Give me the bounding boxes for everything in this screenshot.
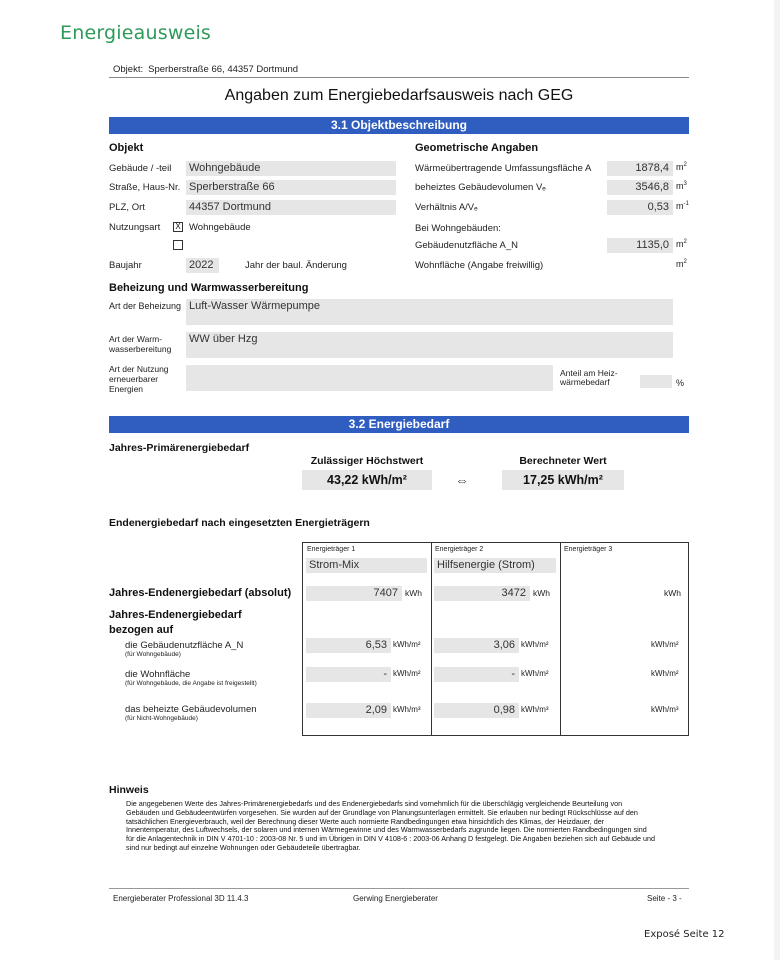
carrier2-nutzflaeche-field[interactable]: 3,06	[434, 638, 519, 653]
footer-company: Gerwing Energieberater	[353, 894, 438, 903]
erneuerbar-field[interactable]	[186, 365, 553, 391]
geo-unit-verhaeltnis: $m^{-1}$	[676, 201, 689, 211]
carrier3-header: Energieträger 3	[564, 546, 613, 553]
carrier1-volumen-field[interactable]: 2,09	[306, 703, 391, 718]
plz-label: PLZ, Ort	[109, 202, 145, 213]
strasse-field[interactable]: Sperberstraße 66	[186, 180, 396, 195]
hinweis-text: Die angegebenen Werte des Jahres-Primärenergiebedarfs und des Endenergiebedarfs sind vornehmlich für die überschlägig vergleichende Beurteilung von Gebäuden und Gebäudeentwürfen vorgesehen. Sie wurden auf der Grundlage von Planungsunterlagen ermittelt. Sie erlauben nur bedingt Rückschlüsse auf den tatsächlichen Energieverbrauch, weil der Berechnung dieser Werte auch normierte Randbedingungen etwa hinsichtlich des Klimas, der Heizdauer, der Innentemperatur, des Luftwechsels, der solaren und internen Wärmegewinne und des Warmwasserbedarfs zugrunde liegen. Die normierten Randbedingungen sind für die Anlagentechnik in DIN V 4701-10 : 2003-08 Nr. 5 und im Übrigen in DIN V 4108-6 : 2003-06 Anhang D festgelegt. Die Angaben beziehen sich auf Gebäude und sind nur bedingt auf einzelne Wohnungen oder Gebäudeteile übertragbar.	[126, 799, 656, 852]
object-label: Objekt:	[113, 64, 144, 75]
compare-arrow-icon: ⇔	[455, 472, 469, 488]
object-value: Sperberstraße 66, 44357 Dortmund	[148, 64, 299, 75]
row-nutzflaeche-sub: (für Wohngebäude)	[125, 651, 181, 658]
geo-field-volumen[interactable]: 3546,8	[607, 180, 673, 195]
carrier2-absolut-unit: kWh	[533, 588, 550, 598]
row-wohnflaeche-sub: (für Wohngebäude, die Angabe ist freigestellt)	[125, 680, 257, 687]
column-divider	[431, 543, 432, 735]
anteil-label: Anteil am Heiz- wärmebedarf	[560, 368, 618, 387]
geometrie-heading: Geometrische Angaben	[415, 142, 539, 154]
beheizung-label: Art der Beheizung	[109, 301, 182, 311]
carrier1-nutzflaeche-field[interactable]: 6,53	[306, 638, 391, 653]
energietraeger-table	[302, 542, 689, 736]
geo-label-wohnflaeche: Wohnfläche (Angabe freiwillig)	[415, 260, 544, 271]
row-volumen-sub: (für Nicht-Wohngebäude)	[125, 715, 198, 722]
strasse-label: Straße, Haus-Nr.	[109, 182, 181, 193]
carrier3-wohnflaeche-unit: kWh/m²	[651, 669, 679, 678]
baujahr-field[interactable]: 2022	[186, 258, 219, 273]
nutzungsart-option-label: Wohngebäude	[189, 222, 251, 233]
heizung-heading: Beheizung und Warmwasserbereitung	[109, 282, 309, 294]
brand-title: Energieausweis	[60, 22, 212, 44]
carrier1-wohnflaeche-unit: kWh/m²	[393, 669, 421, 678]
zulaessig-label: Zulässiger Höchstwert	[310, 455, 424, 467]
carrier3-absolut-unit: kWh	[664, 588, 681, 598]
carrier1-name-field[interactable]: Strom-Mix	[306, 558, 427, 573]
anteil-unit: %	[676, 378, 685, 388]
carrier2-nutzflaeche-unit: kWh/m²	[521, 640, 549, 649]
geo-label-verhaeltnis: Verhältnis A/Vₑ	[415, 202, 478, 213]
carrier1-header: Energieträger 1	[307, 546, 356, 553]
geo-label-nutzflaeche: Gebäudenutzfläche A_N	[415, 240, 518, 251]
bezogen-label: Jahres-Endenergiebedarf bezogen auf	[109, 609, 242, 636]
berechnet-value: 17,25 kWh/m²	[502, 470, 624, 490]
footer-rule	[109, 888, 689, 889]
objekt-heading: Objekt	[109, 142, 144, 154]
geo-unit-volumen: $m^3$	[676, 181, 687, 191]
absolut-label: Jahres-Endenergiebedarf (absolut)	[109, 587, 292, 599]
carrier2-volumen-unit: kWh/m³	[521, 705, 549, 714]
carrier2-header: Energieträger 2	[435, 546, 484, 553]
carrier1-wohnflaeche-field[interactable]: -	[306, 667, 391, 682]
plz-field[interactable]: 44357 Dortmund	[186, 200, 396, 215]
carrier2-wohnflaeche-field[interactable]: -	[434, 667, 519, 682]
endenergie-heading: Endenergiebedarf nach eingesetzten Energieträgern	[109, 517, 370, 529]
row-wohnflaeche-label: die Wohnfläche	[125, 669, 191, 680]
hinweis-heading: Hinweis	[109, 784, 149, 796]
row-nutzflaeche-label: die Gebäudenutzfläche A_N	[125, 640, 244, 651]
section-bar-energiebedarf: 3.2 Energiebedarf	[109, 416, 689, 433]
carrier1-absolut-unit: kWh	[405, 588, 422, 598]
nutzungsart-label: Nutzungsart	[109, 222, 161, 233]
page-edge	[774, 0, 780, 960]
zulaessig-value: 43,22 kWh/m²	[302, 470, 432, 490]
expose-page-number: Exposé Seite 12	[644, 929, 725, 940]
footer-software: Energieberater Professional 3D 11.4.3	[113, 894, 249, 903]
page-title: Angaben zum Energiebedarfsausweis nach GEG	[224, 87, 574, 104]
beheizung-field[interactable]: Luft-Wasser Wärmepumpe	[186, 299, 673, 325]
erneuerbar-label: Art der Nutzung erneuerbarer Energien	[109, 364, 169, 394]
carrier2-absolut-field[interactable]: 3472	[434, 586, 530, 601]
carrier1-nutzflaeche-unit: kWh/m²	[393, 640, 421, 649]
geo-label-wohngebaeude: Bei Wohngebäuden:	[415, 223, 501, 234]
nutzungsart-checkbox-wohngebaeude[interactable]: X	[173, 222, 183, 232]
geo-unit-nutzflaeche: $m^2$	[676, 239, 687, 249]
carrier3-volumen-unit: kWh/m³	[651, 705, 679, 714]
aenderung-label: Jahr der baul. Änderung	[245, 260, 347, 271]
geo-label-volumen: beheiztes Gebäudevolumen Vₑ	[415, 182, 546, 193]
carrier3-nutzflaeche-unit: kWh/m²	[651, 640, 679, 649]
geo-label-umfassung: Wärmeübertragende Umfassungsfläche A	[415, 163, 592, 174]
anteil-field[interactable]	[640, 375, 672, 388]
gebaeude-label: Gebäude / -teil	[109, 163, 172, 174]
row-volumen-label: das beheizte Gebäudevolumen	[125, 704, 257, 715]
primaer-heading: Jahres-Primärenergiebedarf	[109, 442, 250, 454]
carrier1-absolut-field[interactable]: 7407	[306, 586, 402, 601]
object-line	[113, 64, 298, 75]
geo-unit-umfassung: $m^2$	[676, 162, 687, 172]
carrier2-name-field[interactable]: Hilfsenergie (Strom)	[434, 558, 556, 573]
column-divider	[560, 543, 561, 735]
header-rule	[109, 77, 689, 78]
carrier2-volumen-field[interactable]: 0,98	[434, 703, 519, 718]
gebaeude-field[interactable]: Wohngebäude	[186, 161, 396, 176]
geo-field-umfassung[interactable]: 1878,4	[607, 161, 673, 176]
warmwasser-label: Art der Warm- wasserbereitung	[109, 334, 172, 354]
nutzungsart-checkbox-other[interactable]	[173, 240, 183, 250]
footer-page: Seite - 3 -	[647, 894, 682, 903]
geo-unit-wohnflaeche: $m^2$	[676, 259, 687, 269]
section-bar-objektbeschreibung: 3.1 Objektbeschreibung	[109, 117, 689, 134]
berechnet-label: Berechneter Wert	[519, 455, 607, 467]
carrier1-volumen-unit: kWh/m³	[393, 705, 421, 714]
carrier2-wohnflaeche-unit: kWh/m²	[521, 669, 549, 678]
warmwasser-field[interactable]: WW über Hzg	[186, 332, 673, 358]
geo-field-verhaeltnis[interactable]: 0,53	[607, 200, 673, 215]
baujahr-label: Baujahr	[109, 260, 142, 271]
geo-field-nutzflaeche[interactable]: 1135,0	[607, 238, 673, 253]
